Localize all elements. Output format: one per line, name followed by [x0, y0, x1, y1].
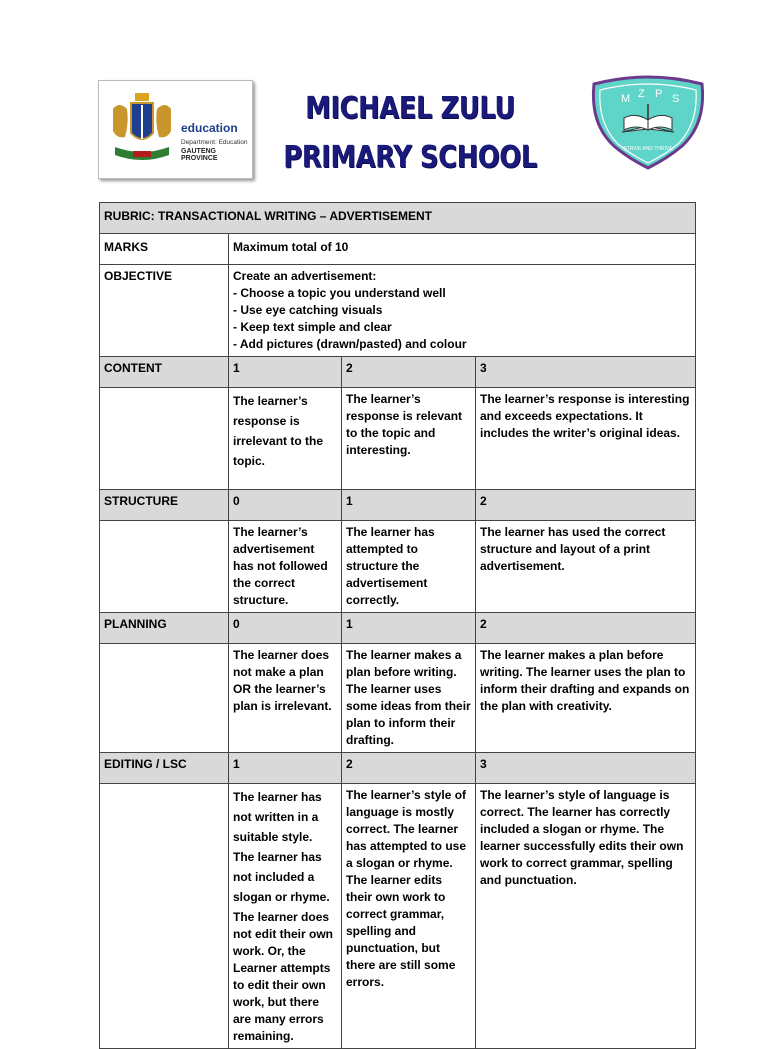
score-cell: 0	[229, 490, 342, 521]
descriptor-cell	[476, 388, 696, 490]
province-name: GAUTENG PROVINCE	[181, 148, 218, 162]
descriptor-text: The learner does not edit their own work. Or, the Learner attempts to edit their own work, but there are many errors remaining.	[233, 910, 333, 1043]
descriptor-cell	[342, 388, 476, 490]
empty-cell	[100, 521, 229, 613]
objective-line: - Add pictures (drawn/pasted) and colour	[233, 337, 467, 351]
score-cell: 2	[476, 613, 696, 644]
school-badge	[584, 74, 712, 172]
score-cell: 2	[342, 357, 476, 388]
objective-line: - Keep text simple and clear	[233, 320, 392, 334]
education-word: education	[181, 121, 238, 135]
descriptor-text: The learner has not written in a suitable style. The learner has not included a slogan or rhyme.	[233, 790, 330, 904]
score-cell: 2	[342, 753, 476, 784]
empty-cell	[100, 784, 229, 1049]
rubric-table	[99, 202, 696, 1049]
score-cell: 1	[342, 490, 476, 521]
empty-cell	[100, 388, 229, 490]
badge-letter: S	[672, 93, 680, 105]
objective-line: - Choose a topic you understand well	[233, 286, 446, 300]
badge-letter: P	[655, 88, 663, 100]
descriptor-cell	[476, 784, 696, 1049]
department-subtitle: Department: Education	[181, 139, 248, 146]
badge-letter: M	[621, 93, 631, 105]
marks-label: MARKS	[100, 234, 229, 265]
score-cell: 2	[476, 490, 696, 521]
criterion-label-structure: STRUCTURE	[100, 490, 229, 521]
descriptor-text: The learner has used the correct structure and layout of a print advertisement.	[480, 525, 666, 573]
descriptor-text: The learner’s advertisement has not followed the correct structure.	[233, 525, 328, 607]
descriptor-cell	[229, 644, 342, 753]
objective-text	[229, 265, 696, 357]
descriptor-text: The learner’s response is irrelevant to the topic.	[233, 394, 324, 468]
score-cell: 1	[229, 753, 342, 784]
descriptor-text: The learner does not make a plan OR the learner’s plan is irrelevant.	[233, 648, 332, 713]
school-title-line-2: PRIMARY SCHOOL	[283, 140, 537, 175]
descriptor-text: The learner’s style of language is mostly correct. The learner has attempted to use a slogan or rhyme. The learner edits their own work to correct grammar, spelling and punctuation, but there are still some errors.	[346, 788, 467, 989]
descriptor-cell	[476, 644, 696, 753]
descriptor-cell	[342, 784, 476, 1049]
descriptor-cell	[229, 388, 342, 490]
criterion-label-content: CONTENT	[100, 357, 229, 388]
school-title	[283, 84, 538, 182]
descriptor-cell	[229, 521, 342, 613]
marks-value: Maximum total of 10	[229, 234, 696, 265]
score-cell: 3	[476, 357, 696, 388]
score-cell: 0	[229, 613, 342, 644]
descriptor-cell	[342, 521, 476, 613]
coat-of-arms-icon	[105, 89, 179, 171]
descriptor-text: The learner makes a plan before writing. The learner uses the plan to inform their drafting and expands on the plan with creativity.	[480, 648, 690, 713]
descriptor-text: The learner’s style of language is correct. The learner has correctly included a slogan or rhyme. The learner successfully edits their own work to correct grammar, spelling and punctuation.	[480, 788, 684, 887]
score-cell: 1	[342, 613, 476, 644]
score-cell: 3	[476, 753, 696, 784]
rubric-title: RUBRIC: TRANSACTIONAL WRITING – ADVERTISEMENT	[100, 203, 696, 234]
descriptor-cell	[342, 644, 476, 753]
badge-letter: Z	[638, 88, 645, 100]
descriptor-text: The learner has attempted to structure the advertisement correctly.	[346, 525, 435, 607]
descriptor-text: The learner makes a plan before writing. The learner uses some ideas from their plan to inform their drafting.	[346, 648, 471, 747]
descriptor-text: The learner’s response is interesting and exceeds expectations. It includes the writer’s original ideas.	[480, 392, 690, 440]
criterion-label-planning: PLANNING	[100, 613, 229, 644]
objective-line: - Use eye catching visuals	[233, 303, 383, 317]
descriptor-cell	[229, 784, 342, 1049]
score-cell: 1	[229, 357, 342, 388]
criterion-label-editing: EDITING / LSC	[100, 753, 229, 784]
objective-label: OBJECTIVE	[100, 265, 229, 357]
descriptor-cell	[476, 521, 696, 613]
school-title-line-1: MICHAEL ZULU	[305, 91, 515, 126]
objective-line: Create an advertisement:	[233, 269, 377, 283]
empty-cell	[100, 644, 229, 753]
gauteng-education-logo	[98, 80, 253, 179]
badge-motto: STRIVE AND THRIVE	[623, 146, 673, 152]
descriptor-text: The learner’s response is relevant to the topic and interesting.	[346, 392, 463, 457]
